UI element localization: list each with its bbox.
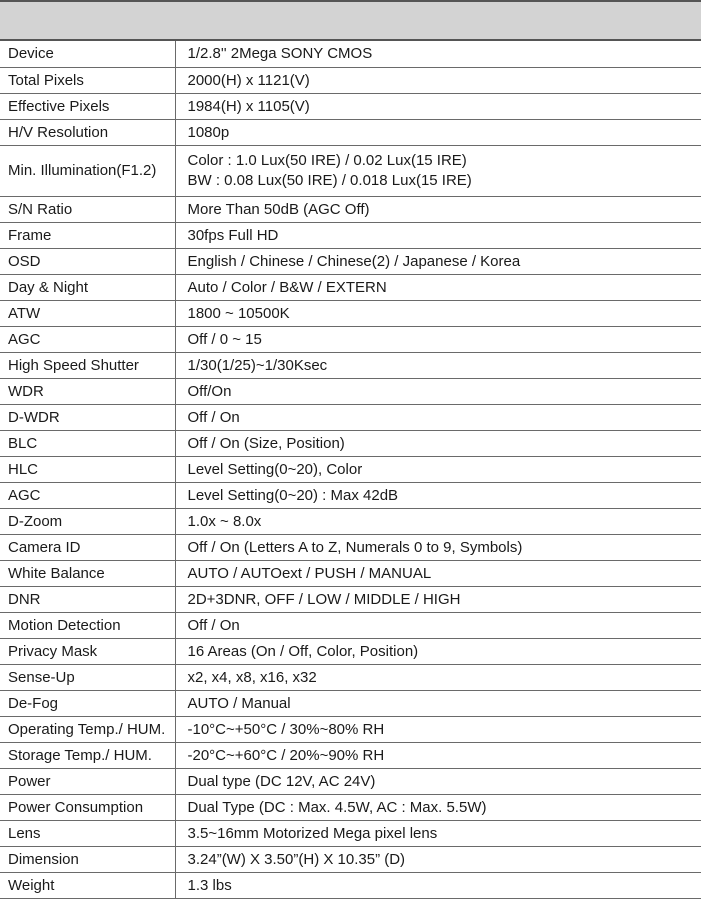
spec-row-total-pixels <box>0 67 701 93</box>
spec-row-sn-ratio <box>0 196 701 222</box>
spec-value-line: 1080p <box>187 123 230 141</box>
spec-value-line: Off / On <box>187 408 240 426</box>
spec-row-sense-up <box>0 664 701 690</box>
spec-label: Weight <box>0 872 175 898</box>
spec-value <box>175 300 701 326</box>
spec-value <box>175 430 701 456</box>
spec-label: ATW <box>0 300 175 326</box>
spec-value-line: 1800 ~ 10500K <box>187 304 290 322</box>
spec-value-line: Off/On <box>187 382 232 400</box>
spec-label: S/N Ratio <box>0 196 175 222</box>
spec-label: OSD <box>0 248 175 274</box>
spec-value-line: Auto / Color / B&W / EXTERN <box>187 278 387 296</box>
spec-row-effective-pixels <box>0 93 701 119</box>
spec-value-line: -10°C~+50°C / 30%~80% RH <box>187 720 385 738</box>
spec-row-white-balance <box>0 560 701 586</box>
spec-value-line: Dual Type (DC : Max. 4.5W, AC : Max. 5.5W) <box>187 798 487 816</box>
spec-value <box>175 742 701 768</box>
spec-value-line: 1984(H) x 1105(V) <box>187 97 310 115</box>
spec-value-line: AUTO / AUTOext / PUSH / MANUAL <box>187 564 432 582</box>
spec-value <box>175 508 701 534</box>
spec-value <box>175 119 701 145</box>
spec-row-operating-temp <box>0 716 701 742</box>
spec-value-line: Off / On (Size, Position) <box>187 434 345 452</box>
spec-table-body <box>0 41 701 898</box>
spec-value-line: 16 Areas (On / Off, Color, Position) <box>187 642 419 660</box>
spec-row-min-illumination <box>0 145 701 196</box>
spec-value <box>175 145 701 196</box>
spec-value-line: 3.24”(W) X 3.50”(H) X 10.35” (D) <box>187 850 406 868</box>
spec-value <box>175 820 701 846</box>
spec-label: DNR <box>0 586 175 612</box>
spec-value <box>175 612 701 638</box>
spec-label: High Speed Shutter <box>0 352 175 378</box>
spec-row-osd <box>0 248 701 274</box>
spec-row-d-wdr <box>0 404 701 430</box>
spec-value <box>175 482 701 508</box>
spec-value-line: 1.3 lbs <box>187 876 232 894</box>
spec-label: Min. Illumination(F1.2) <box>0 145 175 196</box>
spec-value-line: Color : 1.0 Lux(50 IRE) / 0.02 Lux(15 IRE) <box>187 151 467 169</box>
spec-value <box>175 196 701 222</box>
spec-row-agc-level <box>0 482 701 508</box>
spec-label: Device <box>0 41 175 67</box>
spec-value <box>175 404 701 430</box>
spec-label: De-Fog <box>0 690 175 716</box>
spec-value <box>175 586 701 612</box>
spec-value <box>175 846 701 872</box>
spec-label: Frame <box>0 222 175 248</box>
spec-value <box>175 768 701 794</box>
spec-value <box>175 690 701 716</box>
spec-value-line: -20°C~+60°C / 20%~90% RH <box>187 746 385 764</box>
spec-row-device <box>0 41 701 67</box>
spec-row-de-fog <box>0 690 701 716</box>
spec-value <box>175 222 701 248</box>
spec-label: Total Pixels <box>0 67 175 93</box>
spec-label: Camera ID <box>0 534 175 560</box>
spec-value-line: 1.0x ~ 8.0x <box>187 512 262 530</box>
spec-row-agc <box>0 326 701 352</box>
spec-value-line: 30fps Full HD <box>187 226 279 244</box>
spec-table <box>0 41 701 899</box>
spec-row-weight <box>0 872 701 898</box>
spec-row-motion-detection <box>0 612 701 638</box>
spec-value-line: 3.5~16mm Motorized Mega pixel lens <box>187 824 438 842</box>
spec-value <box>175 664 701 690</box>
spec-value-line: English / Chinese / Chinese(2) / Japanese / Korea <box>187 252 521 270</box>
spec-label: Privacy Mask <box>0 638 175 664</box>
spec-value-line: Off / On (Letters A to Z, Numerals 0 to 9, Symbols) <box>187 538 523 556</box>
spec-label: HLC <box>0 456 175 482</box>
spec-value <box>175 67 701 93</box>
spec-value <box>175 352 701 378</box>
spec-value <box>175 274 701 300</box>
spec-label: Effective Pixels <box>0 93 175 119</box>
spec-label: Motion Detection <box>0 612 175 638</box>
spec-value-line: 1/30(1/25)~1/30Ksec <box>187 356 328 374</box>
spec-row-privacy-mask <box>0 638 701 664</box>
spec-label: Power <box>0 768 175 794</box>
spec-label: D-WDR <box>0 404 175 430</box>
spec-label: Storage Temp./ HUM. <box>0 742 175 768</box>
spec-label: BLC <box>0 430 175 456</box>
table-header-band <box>0 0 701 41</box>
spec-label: H/V Resolution <box>0 119 175 145</box>
spec-value-line: BW : 0.08 Lux(50 IRE) / 0.018 Lux(15 IRE) <box>187 171 472 189</box>
spec-row-d-zoom <box>0 508 701 534</box>
spec-row-hv-resolution <box>0 119 701 145</box>
spec-value <box>175 93 701 119</box>
spec-row-hlc <box>0 456 701 482</box>
spec-label: Dimension <box>0 846 175 872</box>
spec-value-line: Level Setting(0~20), Color <box>187 460 363 478</box>
spec-label: D-Zoom <box>0 508 175 534</box>
spec-value-line: Level Setting(0~20) : Max 42dB <box>187 486 399 504</box>
spec-label: Operating Temp./ HUM. <box>0 716 175 742</box>
spec-label: AGC <box>0 482 175 508</box>
spec-value <box>175 638 701 664</box>
spec-value <box>175 326 701 352</box>
spec-row-high-speed-shutter <box>0 352 701 378</box>
spec-value <box>175 872 701 898</box>
spec-value-line: More Than 50dB (AGC Off) <box>187 200 370 218</box>
spec-label: White Balance <box>0 560 175 586</box>
spec-value <box>175 794 701 820</box>
spec-value <box>175 248 701 274</box>
spec-label: WDR <box>0 378 175 404</box>
spec-row-blc <box>0 430 701 456</box>
spec-value <box>175 456 701 482</box>
spec-value <box>175 378 701 404</box>
spec-value <box>175 41 701 67</box>
spec-value-line: 2000(H) x 1121(V) <box>187 71 310 89</box>
spec-value <box>175 716 701 742</box>
spec-row-lens <box>0 820 701 846</box>
spec-value-line: 1/2.8'' 2Mega SONY CMOS <box>187 45 373 63</box>
spec-label: Sense-Up <box>0 664 175 690</box>
spec-row-storage-temp <box>0 742 701 768</box>
spec-label: Power Consumption <box>0 794 175 820</box>
spec-row-frame <box>0 222 701 248</box>
spec-row-power <box>0 768 701 794</box>
spec-row-dnr <box>0 586 701 612</box>
spec-row-day-night <box>0 274 701 300</box>
spec-value-line: 2D+3DNR, OFF / LOW / MIDDLE / HIGH <box>187 590 461 608</box>
spec-row-power-consumption <box>0 794 701 820</box>
spec-row-wdr <box>0 378 701 404</box>
spec-value-line: Off / On <box>187 616 240 634</box>
spec-value-line: AUTO / Manual <box>187 694 291 712</box>
spec-label: Day & Night <box>0 274 175 300</box>
spec-value <box>175 534 701 560</box>
spec-value-line: x2, x4, x8, x16, x32 <box>187 668 317 686</box>
spec-label: Lens <box>0 820 175 846</box>
spec-row-camera-id <box>0 534 701 560</box>
spec-row-atw <box>0 300 701 326</box>
spec-row-dimension <box>0 846 701 872</box>
spec-value-line: Dual type (DC 12V, AC 24V) <box>187 772 376 790</box>
spec-value-line: Off / 0 ~ 15 <box>187 330 262 348</box>
spec-label: AGC <box>0 326 175 352</box>
spec-value <box>175 560 701 586</box>
